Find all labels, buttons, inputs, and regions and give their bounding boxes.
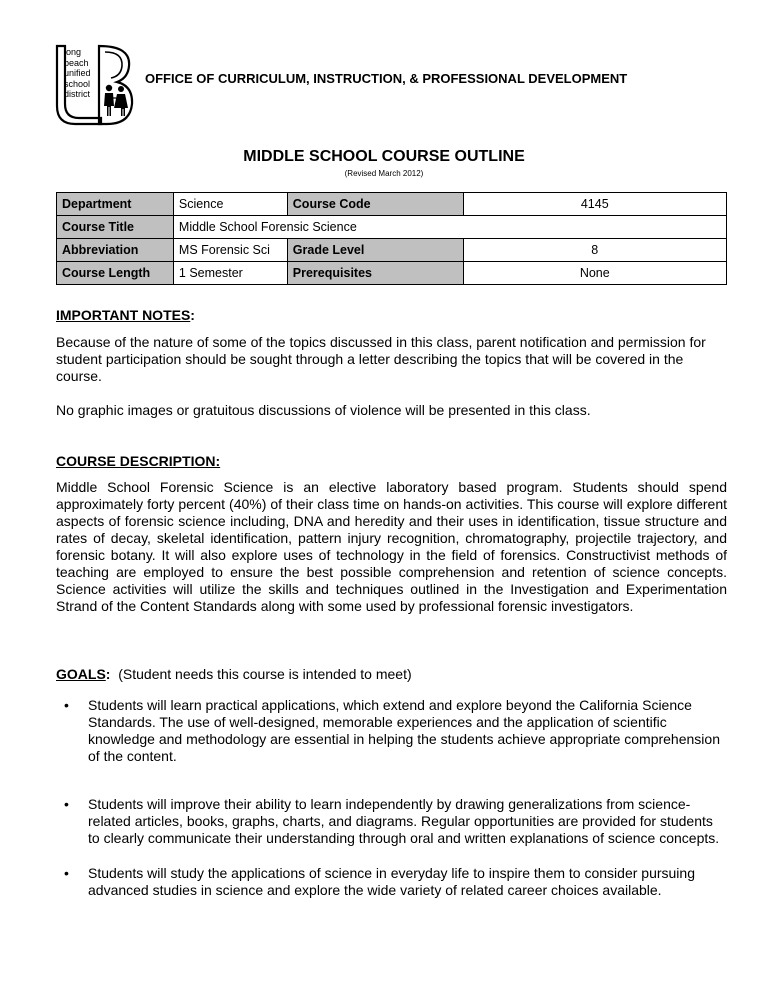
course-length-value: 1 Semester [173,262,287,285]
grade-level-value: 8 [463,239,726,262]
list-item [56,697,727,765]
table-row [57,262,727,285]
course-description-heading: COURSE DESCRIPTION: [56,453,221,469]
grade-level-label: Grade Level [287,239,463,262]
course-title-value: Middle School Forensic Science [173,216,726,239]
important-notes-section [56,307,727,324]
department-label: Department [57,193,174,216]
logo-line: long [64,47,82,57]
course-info-table [56,192,727,285]
course-code-label: Course Code [287,193,463,216]
department-value: Science [173,193,287,216]
course-description-text: Middle School Forensic Science is an elective laboratory based program. Students should spend approximately forty percent (40%) of their class time on hands-on activities. This course will explore different aspects of forensic science including, DNA and heredity and their uses in identification, tissue structure and rates of decay, skeletal identification, pattern injury recognition, chromatography, projectile trajectory, and forensic botany. It will also explore uses of technology in the field of forensics. Constructivist methods of teaching are employed to ensure the best possible comprehension and retention of science concepts. Science activities will utilize the skills and techniques outlined in the Investigation and Experimentation Strand of the Content Standards along with some used by professional forensic investigators. [56,479,727,614]
children-icon [104,85,128,116]
notes-paragraph-1: Because of the nature of some of the topics discussed in this class, parent notification and permission for student participation should be sought through a letter describing the topics that will be covered in the course. [56,334,706,384]
logo-line: district [64,89,91,99]
abbreviation-label: Abbreviation [57,239,174,262]
list-item [56,796,727,847]
table-row [57,193,727,216]
goals-heading: GOALS [56,666,106,682]
logo-line: school [64,78,91,89]
table-row [57,239,727,262]
goals-colon: : [105,666,111,682]
goal-text: Students will improve their ability to learn independently by drawing generalizations from science-related articles, books, graphs, charts, and diagrams. Regular opportunities are provided for students to clearly communicate their understanding through oral and written explanations of science concepts. [88,796,720,846]
notes-paragraph-2: No graphic images or gratuitous discussions of violence will be presented in this class. [56,402,591,418]
heading-colon: : [190,307,195,323]
course-code-value: 4145 [463,193,726,216]
list-item [56,865,727,899]
office-heading: OFFICE OF CURRICULUM, INSTRUCTION, & PROFESSIONAL DEVELOPMENT [145,71,628,86]
course-length-label: Course Length [57,262,174,285]
page-title: MIDDLE SCHOOL COURSE OUTLINE [243,148,525,165]
bullet-icon: • [64,697,69,713]
logo-text [64,47,91,100]
prerequisites-label: Prerequisites [287,262,463,285]
important-notes-heading [56,307,727,324]
important-notes-heading-text: IMPORTANT NOTES [56,307,191,323]
goal-text: Students will study the applications of science in everyday life to inspire them to consider pursuing advanced studies in science and explore the wide variety of related career choices available. [88,865,695,898]
goal-text: Students will learn practical applications, which extend and explore beyond the California Science Standards. The use of well-designed, memorable experiences and the application of scientific knowledge and methodology are essential in helping the students achieve appropriate comprehension of the content. [88,697,720,764]
prerequisites-value: None [463,262,726,285]
bullet-icon: • [64,865,69,881]
logo-line: beach [64,57,89,68]
logo-line: unified [64,68,91,78]
logo-b-shape [99,46,132,124]
table-row [57,216,727,239]
abbreviation-value: MS Forensic Sci [173,239,287,262]
revised-date: (Revised March 2012) [344,169,424,178]
goals-subtitle: (Student needs this course is intended to meet) [110,666,412,682]
goals-heading-row [56,666,727,683]
bullet-icon: • [64,796,69,812]
course-title-label: Course Title [57,216,174,239]
